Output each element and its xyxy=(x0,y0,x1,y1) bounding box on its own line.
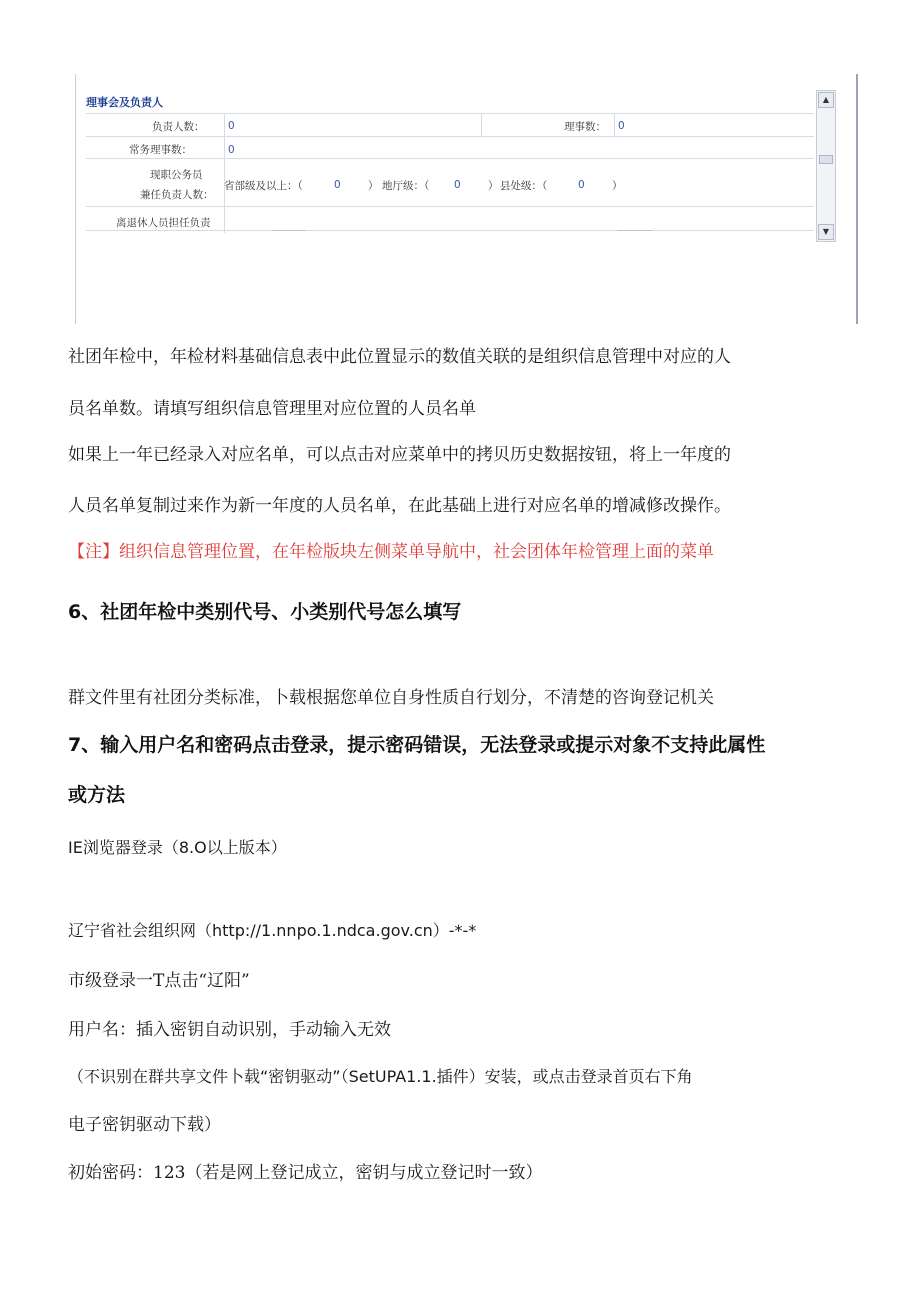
vertical-scrollbar[interactable] xyxy=(816,90,836,242)
divider xyxy=(614,113,615,136)
input-underline xyxy=(618,230,652,231)
leaders-label: 负责人数： xyxy=(152,121,205,133)
divider xyxy=(86,158,814,159)
paragraph-2-line1: 如果上一年已经录入对应名单，可以点击对应菜单中的拷贝历史数据按钮，将上一年度的 xyxy=(68,445,731,465)
paragraph-ie-login: IE浏览器登录（8.O以上版本） xyxy=(68,838,287,857)
divider xyxy=(86,136,814,137)
directors-value[interactable]: 0 xyxy=(618,120,625,132)
scroll-up-icon[interactable]: ▲ xyxy=(818,92,834,108)
provincial-value[interactable]: 0 xyxy=(334,179,341,191)
paragraph-driver-line1: （不识别在群共享文件卜载“密钥驱动”（SetUPA1.1.插件）安装，或点击登录首页右下角 xyxy=(68,1067,693,1086)
prefecture-label: 地厅级：（ xyxy=(382,180,430,192)
paragraph-username: 用户名：插入密钥自动识别，手动输入无效 xyxy=(68,1020,391,1040)
provincial-close: ） xyxy=(368,180,379,192)
prefecture-value[interactable]: 0 xyxy=(454,179,461,191)
form-panel xyxy=(86,88,814,320)
heading-7-line1: 7、输入用户名和密码点击登录，提示密码错误，无法登录或提示对象不支持此属性 xyxy=(68,734,766,756)
section-title: 理事会及负责人 xyxy=(86,96,163,109)
form-screenshot xyxy=(75,74,858,324)
paragraph-password: 初始密码：123（若是网上登记成立，密钥与成立登记时一致） xyxy=(68,1163,543,1183)
heading-7-line2: 或方法 xyxy=(68,784,126,806)
paragraph-driver-line2: 电子密钥驱动下载） xyxy=(68,1115,221,1135)
officials-label-line2: 兼任负责人数： xyxy=(140,189,214,201)
divider xyxy=(86,113,814,114)
paragraph-city-login: 市级登录一T点击“辽阳” xyxy=(68,971,250,991)
paragraph-1-line2: 员名单数。请填写组织信息管理里对应位置的人员名单 xyxy=(68,399,476,419)
county-value[interactable]: 0 xyxy=(578,179,585,191)
standing-directors-value[interactable]: 0 xyxy=(228,144,235,156)
paragraph-3: 群文件里有社团分类标准，卜载根据您单位自身性质自行划分，不清楚的咨询登记机关 xyxy=(68,688,714,708)
county-close: ） xyxy=(612,180,623,192)
divider xyxy=(86,230,814,231)
directors-label: 理事数： xyxy=(564,121,606,133)
paragraph-website: 辽宁省社会组织网（http://1.nnpo.1.ndca.gov.cn）-*-* xyxy=(68,921,477,940)
divider xyxy=(86,206,814,207)
standing-directors-label: 常务理事数： xyxy=(129,144,192,156)
heading-6: 6、社团年检中类别代号、小类别代号怎么填写 xyxy=(68,601,462,623)
paragraph-2-line2: 人员名单复制过来作为新一年度的人员名单，在此基础上进行对应名单的增减修改操作。 xyxy=(68,496,731,516)
paragraph-1-line1: 社团年检中，年检材料基础信息表中此位置显示的数值关联的是组织信息管理中对应的人 xyxy=(68,347,731,367)
scroll-thumb[interactable] xyxy=(819,155,833,164)
prefecture-close: ） xyxy=(488,180,499,192)
input-underline xyxy=(272,230,306,231)
officials-label-line1: 现职公务员 xyxy=(150,169,203,181)
county-label: 县处级：（ xyxy=(500,180,548,192)
divider xyxy=(224,113,225,233)
provincial-label: 省部级及以上：（ xyxy=(224,180,303,192)
scroll-down-icon[interactable]: ▼ xyxy=(818,224,834,240)
note-paragraph: 【注】组织信息管理位置，在年检版块左侧菜单导航中，社会团体年检管理上面的菜单 xyxy=(68,542,714,562)
divider xyxy=(481,113,482,136)
leaders-value[interactable]: 0 xyxy=(228,120,235,132)
retired-label: 离退休人员担任负责 xyxy=(116,217,211,229)
